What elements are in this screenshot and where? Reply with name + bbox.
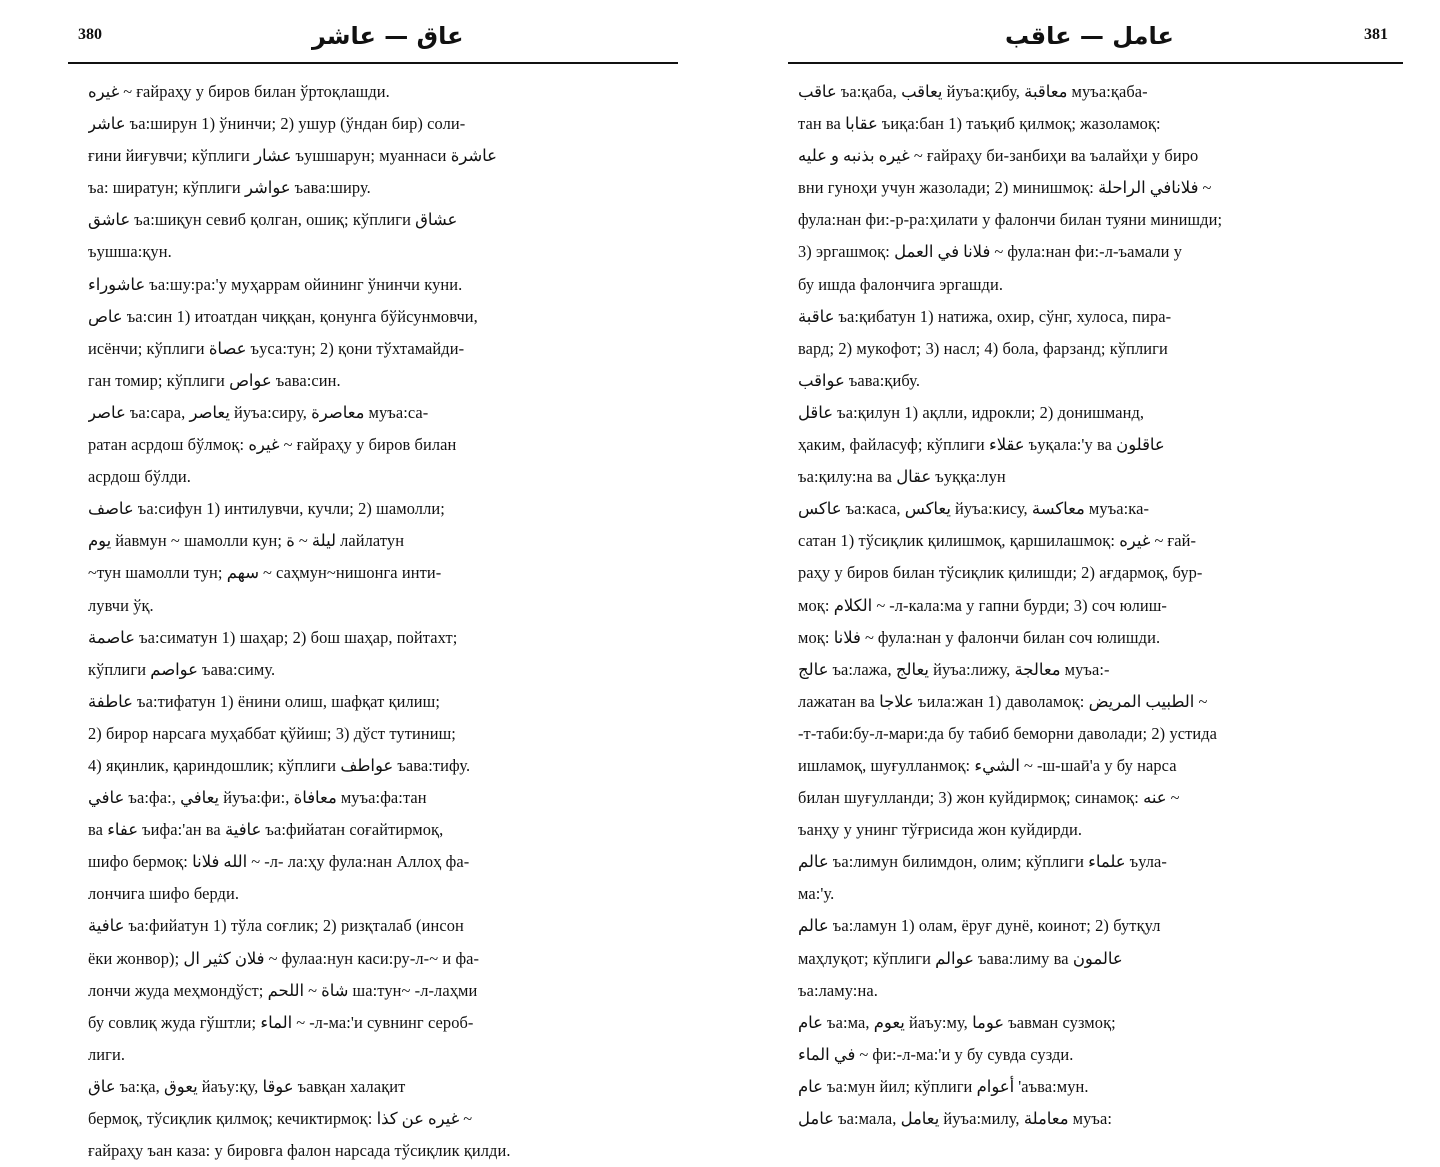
- text-line: عالم ъа:лимун билимдон, олим; кўплиги علماء ъула-: [798, 852, 1167, 872]
- text-line: عاشر ъа:ширун 1) ўнинчи; 2) ушур (ўндан бир) соли-: [88, 114, 466, 134]
- text-line: عالج ъа:лажа, يعالج йуъа:лижу, معالجة муъа:-: [798, 659, 1110, 679]
- text-line: عاشوراء ъа:шу:ра:'у муҳаррам ойининг ўнинчи куни.: [88, 274, 463, 294]
- text-line: моқ: فلانا ~ фула:нан у фалончи билан соч юлишди.: [798, 627, 1161, 647]
- text-line: бу ишда фалончига эргашди.: [798, 274, 1004, 294]
- text-line: عاقل ъа:қилун 1) ақлли, идрокли; 2) донишманд,: [798, 402, 1145, 422]
- text-line: غيره ~ ғайраҳу у биров билан ўртоқлашди.: [88, 82, 390, 101]
- text-line: лажатан ва علاجا ъила:жан 1) даволамоқ: الطبيب المريض ~: [798, 691, 1208, 711]
- text-line: ъа: ширатун; кўплиги عواشر ъава:ширу.: [88, 178, 371, 198]
- text-line: шифо бермоқ: الله فلانا ~ -л- ла:ҳу фула:нан Аллоҳ фа-: [88, 852, 470, 872]
- text-line: кўплиги عواصم ъава:симу.: [88, 659, 276, 679]
- text-line: ган томир; кўплиги عواص ъава:син.: [88, 370, 341, 390]
- running-head: عامل — عاقب: [1005, 22, 1174, 50]
- text-line: 2) бирор нарсага муҳаббат қўйиш; 3) дўст тутиниш;: [88, 723, 456, 743]
- text-line: عام ъа:ма, يعوم йаъу:му, عوما ъавман сузмоқ;: [798, 1012, 1116, 1032]
- text-line: عاقب ъа:қаба, يعاقب йуъа:қибу, معاقبة муъа:қаба-: [798, 82, 1148, 101]
- header-rule: [788, 62, 1403, 64]
- text-line: عاشق ъа:шиқун севиб қолган, ошиқ; кўплиги عشاق: [88, 210, 458, 230]
- text-line: ишламоқ, шуғулланмоқ: الشيء ~ -ш-шаӣ'а у бу нарса: [798, 755, 1177, 775]
- text-line: вард; 2) мукофот; 3) насл; 4) бола, фарзанд; кўплиги: [798, 338, 1168, 358]
- text-line: ма:'у.: [798, 884, 835, 904]
- text-line: бу совлиқ жуда гўштли; الماء ~ -л-ма:'и сувнинг сероб-: [88, 1012, 474, 1032]
- text-line: عاكس ъа:каса, يعاكس йуъа:кису, معاكسة муъа:ка-: [798, 499, 1150, 519]
- text-line: ~тун шамолли тун; سهم ~ саҳмун~нишонга инти-: [88, 563, 442, 583]
- text-line: ёки жонвор); فلان كثير ال ~ фулаа:нун каси:ру-л-~ и фа-: [88, 948, 480, 968]
- text-line: عاصف ъа:сифун 1) интилувчи, кучли; 2) шамолли;: [88, 499, 445, 519]
- text-line: عافي ъа:фа:, يعافي йуъа:фи:, معافاة муъа:фа:тан: [88, 788, 427, 808]
- text-line: عاصر ъа:сара, يعاصر йуъа:сиру, معاصرة муъа:са-: [88, 402, 429, 422]
- text-line: тан ва عقابا ъиқа:бан 1) таъқиб қилмоқ; жазоламоқ:: [798, 114, 1161, 134]
- text-line: лиги.: [88, 1044, 126, 1064]
- text-line: ъанҳу у унинг тўғрисида жон куйдирди.: [798, 820, 1083, 840]
- text-line: лончи жуда меҳмондўст; شاة ~ اللحم ша:тун~ -л-лаҳми: [88, 980, 478, 1000]
- text-line: ъа:ламу:на.: [798, 980, 878, 1000]
- text-line: ғайраҳу ъан каза: у бировга фалон нарсада тўсиқлик қилди.: [88, 1141, 511, 1161]
- text-column: [798, 76, 1394, 1135]
- text-line: يوم йавмун ~ шамолли кун; ليلة ~ ة лайлатун: [88, 531, 405, 551]
- text-line: лувчи ўқ.: [88, 595, 154, 615]
- text-line: عاطفة ъа:тифатун 1) ёнини олиш, шафқат қилиш;: [88, 691, 441, 711]
- text-line: ратан асрдош бўлмоқ: غيره ~ ғайраҳу у биров билан: [88, 435, 457, 455]
- running-head: عاق — عاشر: [312, 22, 464, 50]
- text-line: лончига шифо берди.: [88, 884, 240, 904]
- text-line: عواقب ъава:қибу.: [798, 370, 921, 390]
- text-line: عاص ъа:син 1) итоатдан чиққан, қонунга бўйсунмовчи,: [88, 306, 478, 326]
- text-line: билан шуғулланди; 3) жон куйдирмоқ; синамоқ: عنه ~: [798, 788, 1180, 808]
- text-line: 4) яқинлик, қариндошлик; кўплиги عواطف ъава:тифу.: [88, 755, 471, 775]
- header-rule: [68, 62, 678, 64]
- text-line: ъушша:қун.: [88, 242, 172, 262]
- text-line: عاصمة ъа:симатун 1) шаҳар; 2) бош шаҳар, пойтахт;: [88, 627, 458, 647]
- text-line: ва عفاء ъифа:'ан ва عافية ъа:фийатан соғайтирмоқ,: [88, 820, 444, 840]
- text-line: фула:нан фи:-р-ра:ҳилати у фалончи билан туяни минишди;: [798, 210, 1223, 230]
- text-line: ъа:қилу:на ва عقال ъуққа:лун: [798, 467, 1006, 487]
- left-page: [0, 0, 720, 1161]
- text-line: асрдош бўлди.: [88, 467, 192, 487]
- text-line: عافية ъа:фийатун 1) тўла соғлик; 2) ризқталаб (инсон: [88, 916, 464, 936]
- text-line: вни гуноҳи учун жазолади; 2) минишмоқ: فلانافي الراحلة ~: [798, 178, 1212, 198]
- text-line: маҳлуқот; кўплиги عوالم ъава:лиму ва عالمون: [798, 948, 1123, 968]
- page-number: 380: [78, 26, 102, 43]
- page-number: 381: [1364, 26, 1388, 43]
- text-line: исёнчи; кўплиги عصاة ъуса:тун; 2) қони тўхтамайди-: [88, 338, 465, 358]
- text-line: عاقبة ъа:қибатун 1) натижа, охир, сўнг, хулоса, пира-: [798, 306, 1172, 326]
- text-line: عام ъа:мун йил; кўплиги أعوام 'аъва:мун.: [798, 1076, 1089, 1096]
- text-column: [88, 76, 673, 1167]
- text-line: ғини йиғувчи; кўплиги عشار ъушшарун; муаннаси عاشرة: [88, 146, 497, 166]
- text-line: في الماء ~ фи:-л-ма:'и у бу сувда сузди.: [798, 1044, 1074, 1064]
- text-line: ҳаким, файласуф; кўплиги عقلاء ъуқала:'у ва عاقلون: [798, 435, 1165, 455]
- text-line: моқ: الكلام ~ -л-кала:ма у гапни бурди; 3) соч юлиш-: [798, 595, 1167, 615]
- text-line: раҳу у биров билан тўсиқлик қилишди; 2) ағдармоқ, бур-: [798, 563, 1203, 583]
- right-page: [720, 0, 1440, 1128]
- text-line: عالم ъа:ламун 1) олам, ёруғ дунё, коинот; 2) бутқул: [798, 916, 1161, 936]
- text-line: 3) эргашмоқ: فلانا في العمل ~ фула:нан фи:-л-ъамали у: [798, 242, 1183, 262]
- text-line: غيره بذنبه و عليه ~ ғайраҳу би-занбиҳи ва ъалайҳи у биро: [798, 146, 1199, 166]
- text-line: عاق ъа:қа, يعوق йаъу:қу, عوقا ъавқан халақит: [88, 1076, 406, 1096]
- text-line: сатан 1) тўсиқлик қилишмоқ, қаршилашмоқ: غيره ~ ғай-: [798, 531, 1197, 551]
- text-line: -т-таби:бу-л-мари:да бу табиб беморни даволади; 2) устида: [798, 723, 1218, 743]
- text-line: عامل ъа:мала, يعامل йуъа:милу, معاملة муъа:: [798, 1109, 1112, 1128]
- text-line: бермоқ, тўсиқлик қилмоқ; кечиктирмоқ: غيره عن كذا ~: [88, 1109, 473, 1128]
